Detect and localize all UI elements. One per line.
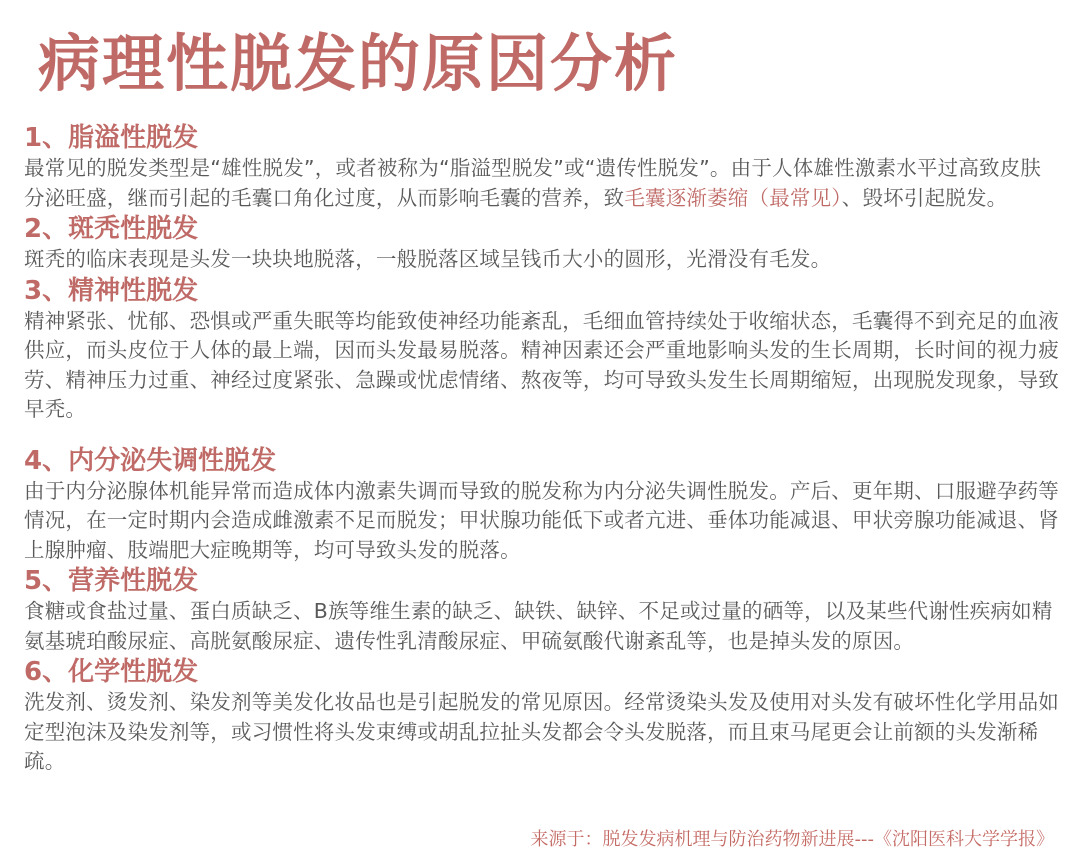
body-text: 、毁坏引起脱发。 bbox=[841, 185, 1008, 210]
section-heading: 5、营养性脱发 bbox=[24, 566, 199, 596]
section-heading: 6、化学性脱发 bbox=[24, 657, 199, 687]
page-title: 病理性脱发的原因分析 bbox=[38, 27, 679, 100]
section-heading: 4、内分泌失调性脱发 bbox=[24, 445, 277, 476]
section-body: 斑秃的临床表现是头发一块块地脱落，一般脱落区域呈钱币大小的圆形，光滑没有毛发。 bbox=[24, 247, 832, 271]
body-text: 最常见的脱发类型是“雄性脱发”，或者被称为“脂溢型脱发”或“遗传性脱发”。由于人体雄性激素水平过高致皮肤分泌旺盛，继而引起的毛囊口角化过度，从而影响毛囊的营养，致 bbox=[24, 156, 1042, 210]
section-heading: 3、精神性脱发 bbox=[24, 275, 199, 306]
section-heading: 1、脂溢性脱发 bbox=[24, 123, 199, 153]
section-body: 食糖或食盐过量、蛋白质缺乏、B族等维生素的缺乏、缺铁、缺锌、不足或过量的硒等，以及某些代谢性疾病如精氨基琥珀酸尿症、高胱氨酸尿症、遗传性乳清酸尿症、甲硫氨酸代谢紊乱等，也是掉头发的原因。 bbox=[24, 599, 1053, 653]
section-chemical bbox=[24, 656, 1060, 777]
section-nutritional bbox=[24, 565, 1060, 656]
source-citation: 来源于：脱发发病机理与防治药物新进展---《沈阳医科大学学报》 bbox=[530, 829, 1054, 850]
section-body: 洗发剂、烫发剂、染发剂等美发化妆品也是引起脱发的常见原因。经常烫染头发及使用对头发有破坏性化学用品如定型泡沫及染发剂等，或习惯性将头发束缚或胡乱拉扯头发都会令头发脱落，而且束马尾更会让前额的头发渐稀疏。 bbox=[24, 690, 1059, 773]
section-heading: 2、斑秃性脱发 bbox=[24, 214, 199, 244]
section-body: 由于内分泌腺体机能异常而造成体内激素失调而导致的脱发称为内分泌失调性脱发。产后、更年期、口服避孕药等情况，在一定时期内会造成雌激素不足而脱发；甲状腺功能低下或者亢进、垂体功能减退、甲状旁腺功能减退、肾上腺肿瘤、肢端肥大症晚期等，均可导致头发的脱落。 bbox=[24, 478, 1059, 562]
section-seborrheic bbox=[24, 122, 1060, 213]
section-endocrine bbox=[24, 445, 1060, 566]
article-content bbox=[24, 122, 1060, 777]
section-mental bbox=[24, 275, 1060, 425]
section-body bbox=[24, 154, 1060, 213]
section-spacer bbox=[24, 425, 1060, 445]
section-alopecia-areata bbox=[24, 213, 1060, 275]
section-body: 精神紧张、忧郁、恐惧或严重失眠等均能致使神经功能紊乱，毛细血管持续处于收缩状态，毛囊得不到充足的血液供应，而头皮位于人体的最上端，因而头发最易脱落。精神因素还会严重地影响头发的生长周期，长时间的视力疲劳、精神压力过重、神经过度紧张、急躁或忧虑情绪、熬夜等，均可导致头发生长周期缩短，出现脱发现象，导致早秃。 bbox=[24, 308, 1059, 421]
highlighted-text: 毛囊逐渐萎缩（最常见） bbox=[624, 185, 842, 210]
